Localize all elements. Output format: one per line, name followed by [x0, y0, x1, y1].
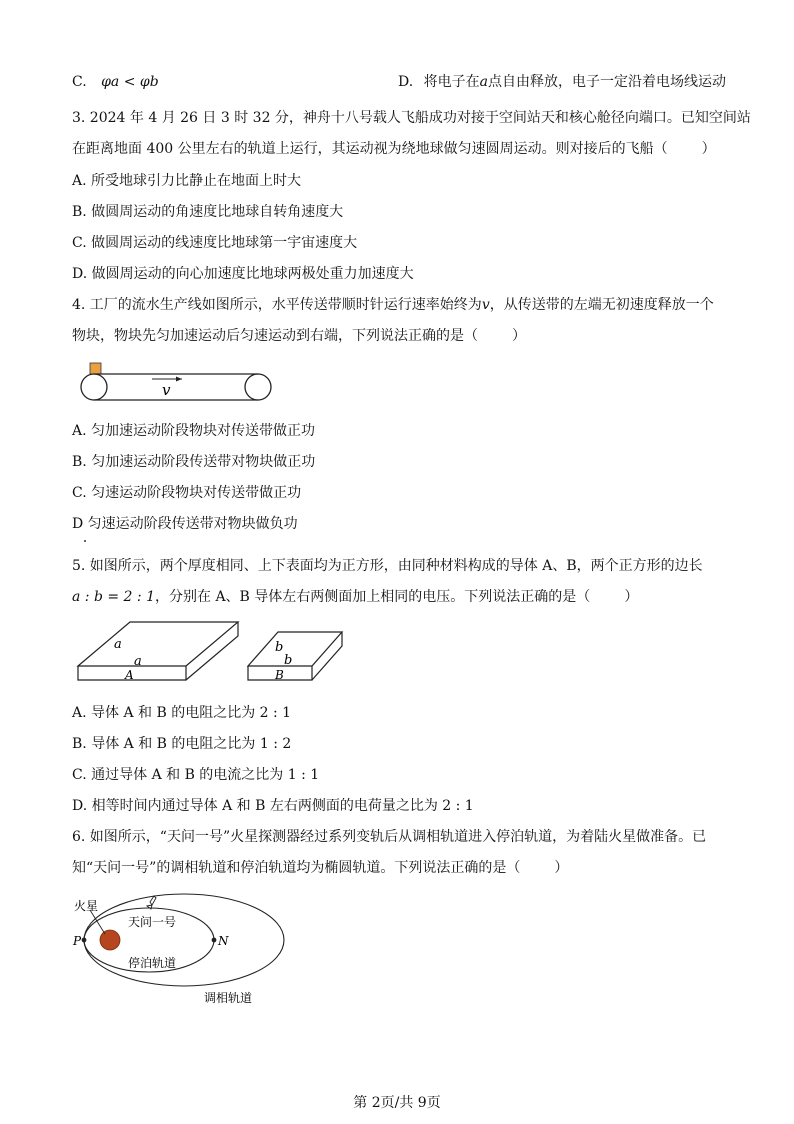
velocity-label: v: [162, 381, 171, 399]
q5-ratio: a : b = 2 : 1: [72, 589, 155, 605]
conductors-figure: [72, 618, 362, 690]
option-d-math: a: [479, 74, 488, 90]
conductor-b: [248, 632, 342, 680]
q4-line1: [72, 295, 714, 315]
q4-line2-pre: 物块，物块先匀加速运动后匀速运动到右端，下列说法正确的是（: [72, 328, 478, 344]
probe-icon: [147, 896, 156, 909]
conductor-b-label: B: [275, 668, 284, 682]
q4-line1-pre: 4. 工厂的流水生产线如图所示，水平传送带顺时针运行速率始终为: [72, 297, 482, 313]
point-p: [82, 938, 87, 943]
stray-dot: [84, 540, 86, 542]
q4-option-b: B. 匀加速运动阶段传送带对物块做正功: [72, 454, 316, 470]
q5-line2: [72, 587, 638, 607]
page-number-footer: 第 2页/共 9页: [353, 1095, 441, 1111]
q5-line2-pre: ，分别在 A、B 导体左右两侧面加上相同的电压。下列说法正确的是（: [155, 589, 591, 605]
left-roller: [81, 374, 107, 400]
conductor-a: [78, 622, 238, 680]
q3-option-a: A. 所受地球引力比静止在地面上时大: [72, 173, 302, 189]
option-c-math: φa < φb: [101, 74, 159, 90]
q5-option-d: D. 相等时间内通过导体 A 和 B 左右两侧面的电荷量之比为 2 : 1: [72, 798, 474, 814]
q6-line2-pre: 知“天问一号”的调相轨道和停泊轨道均为椭圆轨道。下列说法正确的是（: [72, 860, 521, 876]
q5-option-b: B. 导体 A 和 B 的电阻之比为 1 : 2: [72, 736, 292, 752]
probe-label: 天问一号: [128, 915, 177, 929]
option-d-text-pre: 将电子在: [423, 74, 480, 90]
q3-option-b: B. 做圆周运动的角速度比地球自转角速度大: [72, 204, 344, 220]
q4-option-a: A. 匀加速运动阶段物块对传送带做正功: [72, 423, 316, 439]
q5-line2-post: ）: [624, 589, 639, 605]
right-roller: [245, 374, 271, 400]
parking-orbit-label: 停泊轨道: [128, 956, 177, 970]
q6-line1: 6. 如图所示，“天问一号”火星探测器经过系列变轨后从调相轨道进入停泊轨道，为着陆火星做准备。已: [72, 829, 707, 845]
point-p-label: P: [73, 934, 82, 948]
conductor-a-side-front: a: [134, 654, 142, 669]
option-d-text-post: 点自由释放，电子一定沿着电场线运动: [488, 74, 726, 90]
conductor-a-side-top: a: [114, 637, 122, 652]
q3-option-c: C. 做圆周运动的线速度比地球第一宇宙速度大: [72, 235, 358, 251]
conveyor-belt-figure: [72, 360, 282, 410]
orbit-figure: [72, 890, 302, 1012]
mars-label: 火星: [74, 899, 99, 913]
q3-line2-pre: 在距离地面 400 公里左右的轨道上运行，其运动视为绕地球做匀速圆周运动。则对接后的飞船（: [72, 141, 668, 157]
q4-line2-post: ）: [512, 328, 526, 344]
q4-line1-var: v: [481, 297, 490, 313]
q5-option-a: A. 导体 A 和 B 的电阻之比为 2 : 1: [72, 705, 292, 721]
block: [90, 363, 101, 374]
mars-planet: [100, 930, 120, 950]
option-c-label: C.: [72, 74, 87, 90]
point-n: [212, 938, 217, 943]
q3-line2: [72, 139, 716, 159]
q6-line2: [72, 858, 568, 878]
conductor-a-label: A: [125, 668, 134, 682]
phasing-orbit-label: 调相轨道: [204, 991, 253, 1005]
q3-line2-post: ）: [701, 141, 716, 157]
conductor-b-side-front: b: [284, 653, 293, 668]
conductor-b-side-top: b: [275, 640, 284, 655]
q4-option-c: C. 匀速运动阶段物块对传送带做正功: [72, 485, 302, 501]
velocity-arrowhead: [176, 377, 182, 382]
q4-line1-post: ，从传送带的左端无初速度释放一个: [489, 297, 714, 313]
option-d-label: D.: [398, 74, 414, 90]
q4-option-d: D 匀速运动阶段传送带对物块做负功: [72, 516, 298, 532]
q3-line1: 3. 2024 年 4 月 26 日 3 时 32 分，神舟十八号载人飞船成功对接于空间站天和核心舱径向端口。已知空间站: [72, 110, 751, 126]
q6-line2-post: ）: [554, 860, 569, 876]
q5-line1: 5. 如图所示，两个厚度相同、上下表面均为正方形，由同种材料构成的导体 A、B，两个正方形的边长: [72, 558, 703, 574]
q4-line2: [72, 326, 526, 346]
option-c-row: [72, 72, 159, 92]
q3-option-d: D. 做圆周运动的向心加速度比地球两极处重力加速度大: [72, 266, 414, 282]
option-d-row: [398, 72, 726, 92]
point-n-label: N: [218, 934, 229, 948]
q5-option-c: C. 通过导体 A 和 B 的电流之比为 1 : 1: [72, 767, 320, 783]
